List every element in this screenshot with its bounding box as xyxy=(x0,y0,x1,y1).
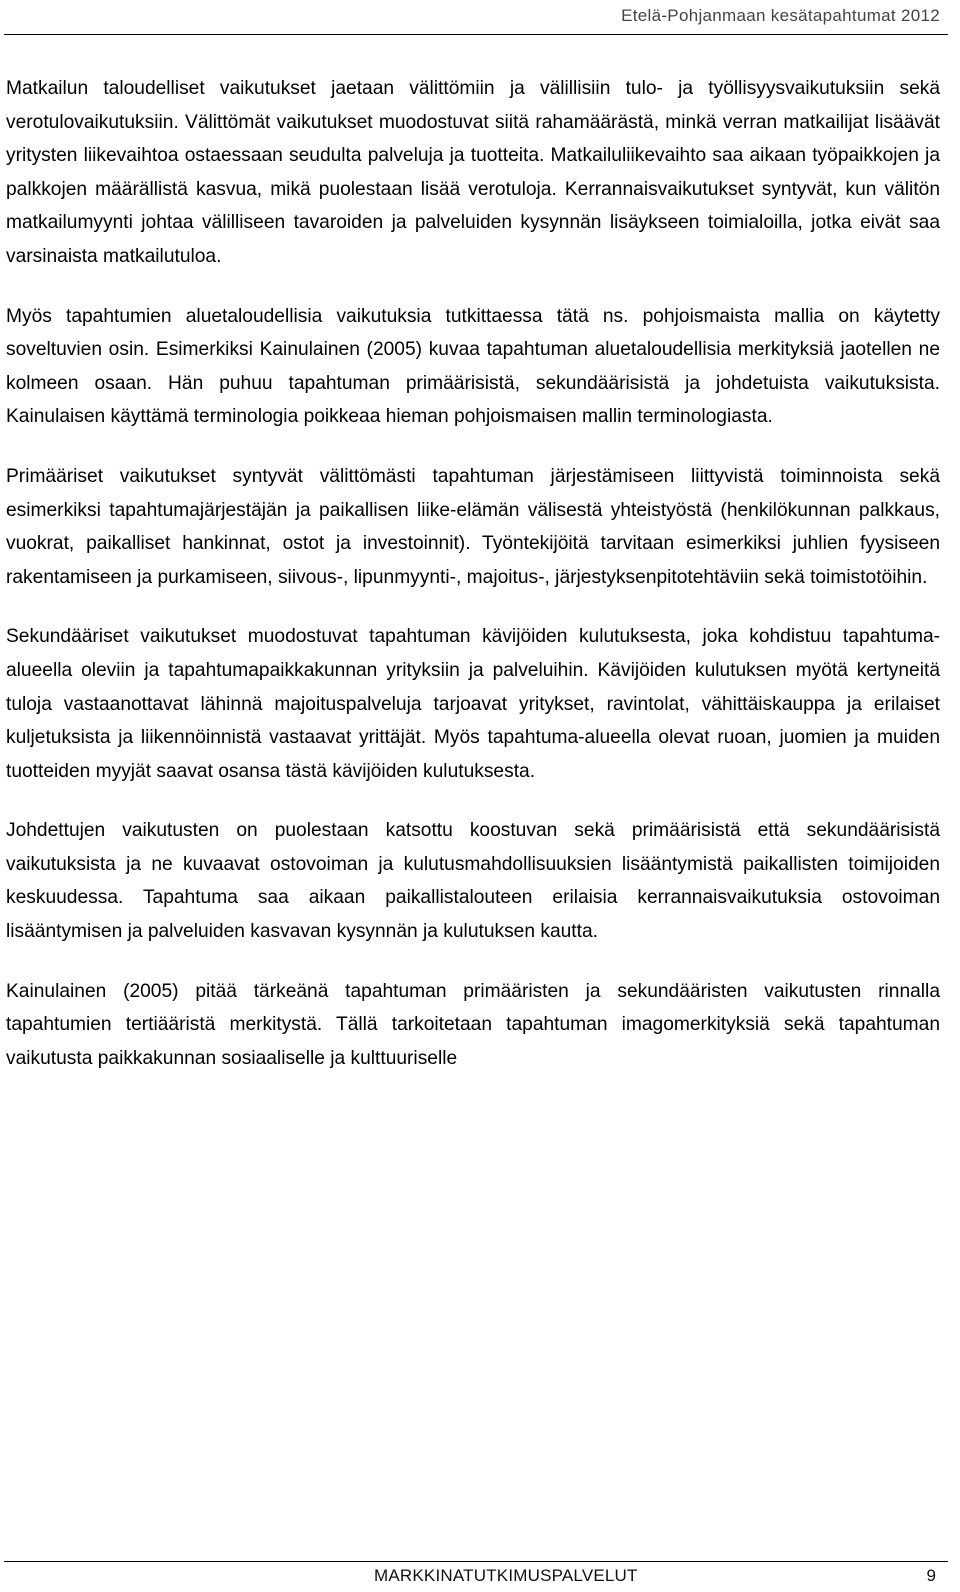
paragraph-sekundaariset: Sekundääriset vaikutukset muodostuvat tapahtuman kävijöiden kulutuksesta, joka kohdistuu tapahtuma-alueella oleviin ja tapahtumapaikkakunnan yrityksiin ja palveluihin. Kävijöiden kulutuksen myötä kertyneitä tuloja vastaanottavat lähinnä majoituspalveluja tarjoavat yritykset, ravintolat, vähittäiskauppa ja erilaiset kuljetuksista ja liikennöinnistä vastaavat yrittäjät. Myös tapahtuma-alueella olevat ruoan, juomien ja muiden tuotteiden myyjät saavat osansa tästä kävijöiden kulutuksesta. xyxy=(6,626,940,782)
footer-organization: MARKKINATUTKIMUSPALVELUT xyxy=(374,1566,638,1585)
header-divider xyxy=(4,34,948,35)
paragraph-johdetut: Johdettujen vaikutusten on puolestaan katsottu koostuvan sekä primäärisistä että sekundäärisistä vaikutuksista ja ne kuvaavat ostovoiman ja kulutusmahdollisuuksien lisääntymistä paikallisten toimijoiden keskuudessa. Tapahtuma saa aikaan paikallistalouteen erilaisia kerrannaisvaikutuksia ostovoiman lisääntymisen ja palveluiden kasvavan kysynnän ja kulutuksen kautta. xyxy=(6,820,940,943)
running-header-title: Etelä-Pohjanmaan kesätapahtumat 2012 xyxy=(621,6,940,25)
paragraph-tertiaariset: Kainulainen (2005) pitää tärkeänä tapahtuman primääristen ja sekundääristen vaikutusten rinnalla tapahtumien tertiääristä merkitystä. Tällä tarkoitetaan tapahtuman imagomerkityksiä sekä tapahtuman vaikutusta paikkakunnan sosiaaliselle ja kulttuuriselle xyxy=(6,980,940,1069)
document-body xyxy=(6,72,940,1101)
paragraph-pohjoismainen-malli: Myös tapahtumien aluetaloudellisia vaikutuksia tutkittaessa tätä ns. pohjoismaista mallia on käytetty soveltuvien osin. Esimerkiksi Kainulainen (2005) kuvaa tapahtuman aluetaloudellisia merkityksiä jaotellen ne kolmeen osaan. Hän puhuu tapahtuman primäärisistä, sekundäärisistä ja johdetuista vaikutuksista. Kainulaisen käyttämä terminologia poikkeaa hieman pohjoismaisen mallin terminologiasta. xyxy=(6,305,940,428)
paragraph-taloudelliset-vaikutukset: Matkailun taloudelliset vaikutukset jaetaan välittömiin ja välillisiin tulo- ja työllisyysvaikutuksiin sekä verotulovaikutuksiin. Välittömät vaikutukset muodostuvat siitä rahamäärästä, minkä verran matkailijat lisäävät yritysten liikevaihtoa ostaessaan seudulta palveluja ja tuotteita. Matkailuliikevaihto saa aikaan työpaikkojen ja palkkojen määrällistä kasvua, mikä puolestaan lisää verotuloja. Kerrannaisvaikutukset syntyvät, kun välitön matkailumyynti johtaa välilliseen tavaroiden ja palveluiden kysynnän lisäykseen toimialoilla, jotka eivät saa varsinaista matkailutuloa. xyxy=(6,78,940,267)
page-number: 9 xyxy=(926,1566,936,1585)
footer-divider xyxy=(4,1561,948,1562)
paragraph-primaariset: Primääriset vaikutukset syntyvät välittömästi tapahtuman järjestämiseen liittyvistä toiminnoista sekä esimerkiksi tapahtumajärjestäjän ja paikallisen liike-elämän välisestä yhteistyöstä (henkilökunnan palkkaus, vuokrat, paikalliset hankinnat, ostot ja investoinnit). Työntekijöitä tarvitaan esimerkiksi juhlien fyysiseen rakentamiseen ja purkamiseen, siivous-, lipunmyynti-, majoitus-, järjestyksenpitotehtäviin sekä toimistotöihin. xyxy=(6,465,940,588)
